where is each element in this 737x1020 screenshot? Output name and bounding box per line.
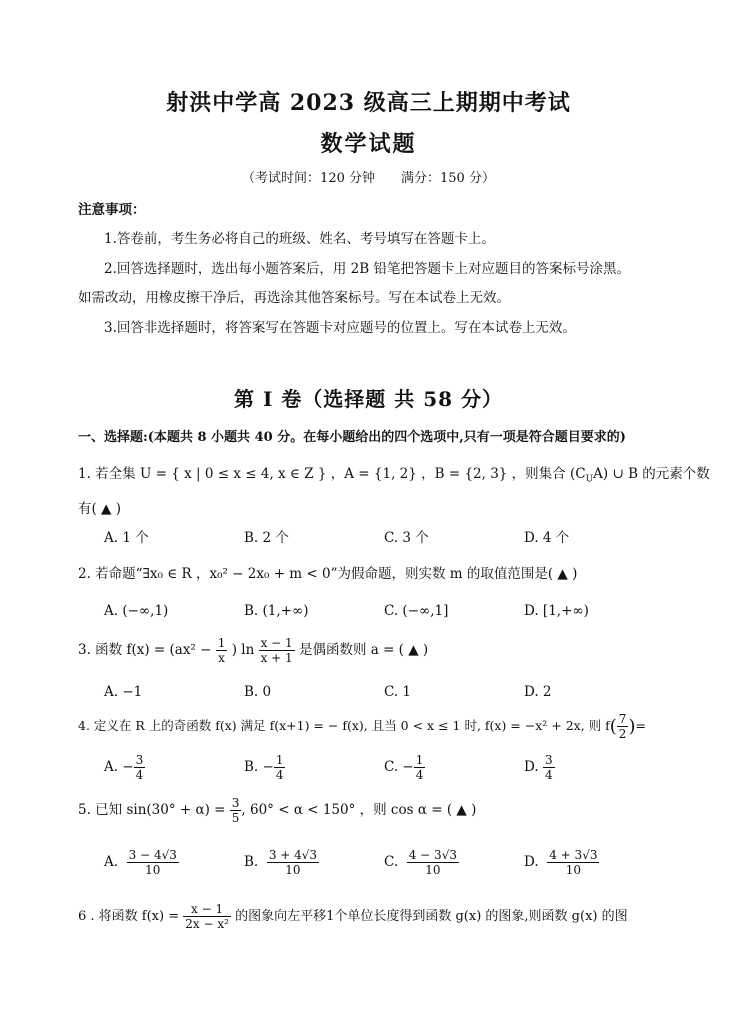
q6-frac	[183, 902, 231, 931]
q3-option-c: C. 1	[384, 684, 412, 700]
q3-pre: 3. 函数 f(x) = (ax² −	[78, 642, 212, 658]
q4-frac	[617, 712, 629, 741]
q3-mid: ) ln	[231, 642, 255, 658]
q4-option-b-frac	[274, 753, 286, 782]
q1-text: 1. 若全集 U = { x | 0 ≤ x ≤ 4, x ∈ Z } ，A = {1, 2} ，B = {2, 3} ，则集合 (C	[78, 466, 586, 482]
q4-option-c-num: 1	[415, 753, 424, 767]
q5-frac	[230, 796, 242, 825]
exam-info: （考试时间：120 分钟 满分：150 分）	[242, 171, 495, 186]
q5-frac-den: 5	[231, 811, 240, 825]
q6-frac-num: x − 1	[183, 902, 231, 917]
q1-sub: U	[585, 474, 594, 485]
q6-frac-den: 2x − x²	[185, 917, 229, 931]
q5-option-b-num: 3 + 4√3	[268, 848, 318, 862]
q5-option-c	[384, 848, 459, 877]
q5-option-b-label: B.	[244, 854, 259, 870]
q4-option-a-num: 3	[135, 753, 144, 767]
notice-item-2-line-2: 如需改动，用橡皮擦干净后，再选涂其他答案标号。写在本试卷上无效。	[78, 290, 510, 306]
q5-option-a	[104, 848, 179, 877]
q3-frac-1-den: x	[218, 651, 225, 665]
q5-option-c-frac	[407, 848, 459, 877]
part1-title: 第 I 卷（选择题 共 58 分）	[233, 387, 503, 411]
q5-option-a-den: 10	[145, 863, 161, 877]
q3-frac-1	[216, 636, 228, 665]
q4-option-d-den: 4	[544, 768, 553, 782]
q3-post: 是偶函数则 a = ( ▲ )	[298, 642, 429, 658]
q4-option-b-label: B. −	[244, 759, 274, 775]
q4-option-b-den: 4	[275, 768, 284, 782]
q4-option-c-label: C. −	[384, 759, 414, 775]
q5-option-c-label: C.	[384, 854, 399, 870]
q5-option-d-den: 10	[565, 863, 581, 877]
q5-option-a-frac	[127, 848, 179, 877]
q5-option-b-frac	[267, 848, 319, 877]
q1-option-b: B. 2 个	[244, 530, 289, 546]
q1-tail: A) ∪ B 的元素个数	[593, 466, 710, 482]
q4-option-d-num: 3	[544, 753, 553, 767]
q4-option-b	[244, 753, 285, 782]
q5-post: , 60° < α < 150° ，则 cos α = ( ▲ )	[241, 802, 477, 818]
notice-item-2-line-1: 2.回答选择题时，选出每小题答案后，用 2B 铅笔把答题卡上对应题目的答案标号涂黑。	[104, 261, 630, 277]
q5-frac-num: 3	[231, 796, 240, 810]
notice-item-3: 3.回答非选择题时，将答案写在答题卡对应题号的位置上。写在本试卷上无效。	[104, 320, 576, 336]
q4-option-d-label: D.	[524, 759, 543, 775]
q2-option-d: D. [1,+∞)	[524, 603, 589, 619]
q5-option-d	[524, 848, 599, 877]
q4-option-b-num: 1	[275, 753, 284, 767]
q2-option-c: C. (−∞,1]	[384, 603, 449, 619]
q6-pre: 6 . 将函数 f(x) =	[78, 909, 180, 924]
q5-option-d-label: D.	[524, 854, 539, 870]
q4-post: =	[635, 718, 646, 733]
q1-option-c: C. 3 个	[384, 530, 429, 546]
exam-subtitle: 数学试题	[320, 131, 417, 157]
q5-pre: 5. 已知 sin(30° + α) =	[78, 802, 226, 818]
q6-line	[78, 902, 628, 931]
q4-option-a-frac	[134, 753, 146, 782]
q3-line	[78, 636, 428, 665]
q4-option-a	[104, 753, 145, 782]
notice-heading: 注意事项：	[78, 202, 146, 218]
q4-option-c-frac	[414, 753, 426, 782]
q2-option-a: A. (−∞,1)	[104, 603, 169, 619]
q2-option-b: B. (1,+∞)	[244, 603, 309, 619]
q1-option-a: A. 1 个	[104, 530, 149, 546]
q4-line: 4. 定义在 R 上的奇函数 f(x) 满足 f(x+1) = − f(x), 且当 0 < x ≤ 1 时, f(x) = −x² + 2x, 则 f( $\frac{7}{2}$ )=	[78, 712, 646, 741]
q4-option-a-label: A. −	[104, 759, 134, 775]
q4-option-d-frac	[543, 753, 555, 782]
q3-frac-1-num: 1	[217, 636, 226, 650]
q5-option-c-num: 4 − 3√3	[408, 848, 457, 862]
q5-option-a-num: 3 − 4√3	[128, 848, 177, 862]
q5-option-b	[244, 848, 319, 877]
q4-pre: 4. 定义在 R 上的奇函数 f(x) 满足 f(x+1) = − f(x), 且当 0 < x ≤ 1 时, f(x) = −x² + 2x, 则 f	[78, 718, 610, 733]
notice-item-1: 1.答卷前，考生务必将自己的班级、姓名、考号填写在答题卡上。	[104, 231, 495, 247]
q5-option-b-den: 10	[285, 863, 301, 877]
q3-option-a: A. −1	[104, 684, 143, 700]
q1-line-2: 有( ▲ )	[78, 501, 121, 517]
section-header: 一、选择题:(本题共 8 小题共 40 分。在每小题给出的四个选项中,只有一项是符合题目要求的)	[78, 430, 626, 445]
q4-option-d	[524, 753, 555, 782]
q5-line	[78, 796, 476, 825]
q4-frac-den: 2	[618, 727, 627, 741]
q5-option-d-num: 4 + 3√3	[549, 848, 598, 862]
q1-option-d: D. 4 个	[524, 530, 570, 546]
exam-title: 射洪中学高 2023 级高三上期期中考试	[166, 90, 571, 116]
q6-post: 的图象向左平移1个单位长度得到函数 g(x) 的图象,则函数 g(x) 的图	[235, 909, 628, 924]
q2-line: 2. 若命题“∃x₀ ∈ R ，x₀² − 2x₀ + m < 0”为假命题，则实数 m 的取值范围是( ▲ )	[78, 566, 578, 582]
q5-option-a-label: A.	[104, 854, 119, 870]
q3-frac-2-num: x − 1	[260, 636, 293, 650]
q5-option-d-frac	[547, 848, 599, 877]
q3-option-b: B. 0	[244, 684, 272, 700]
q3-frac-2	[259, 636, 295, 665]
q4-option-a-den: 4	[135, 768, 144, 782]
q4-option-c-den: 4	[415, 768, 424, 782]
q4-option-c	[384, 753, 425, 782]
q3-frac-2-den: x + 1	[260, 651, 293, 665]
q1-line-1	[78, 462, 710, 485]
q3-option-d: D. 2	[524, 684, 552, 700]
q5-option-c-den: 10	[425, 863, 441, 877]
q4-frac-num: 7	[618, 712, 627, 726]
